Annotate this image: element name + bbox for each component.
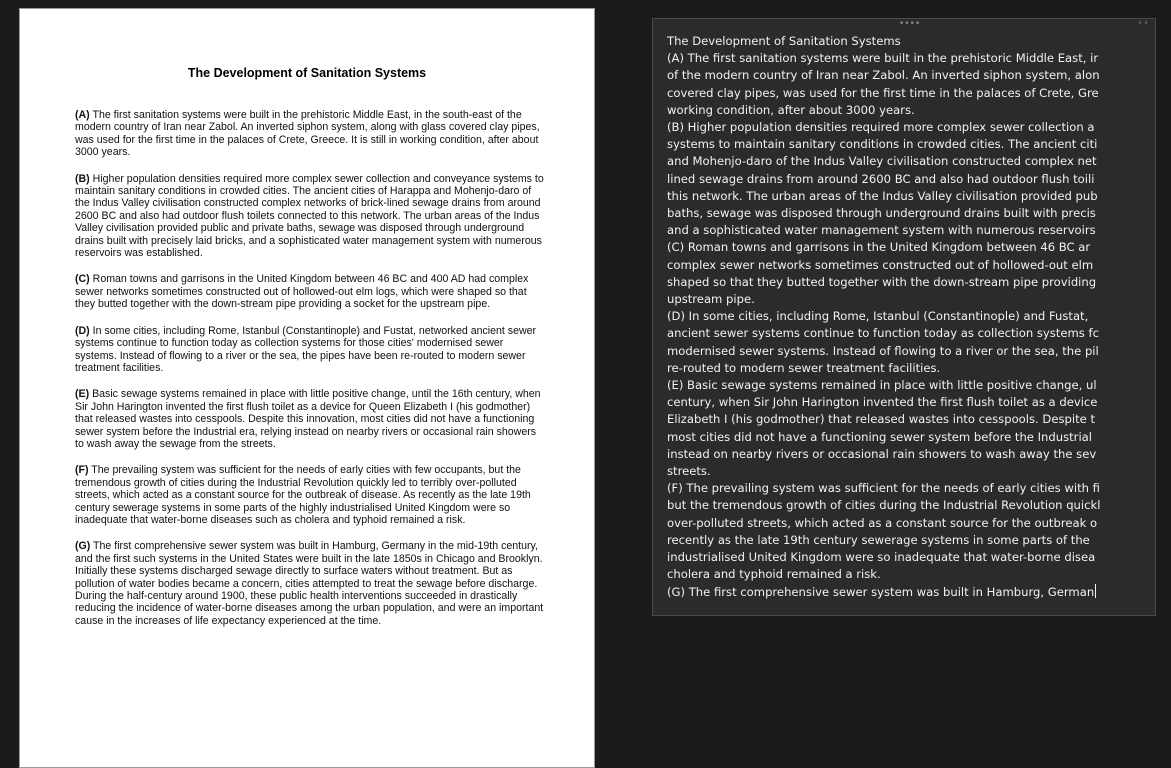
document-paragraph [75,173,545,260]
editor-line-text: recently as the late 19th century sewerage systems in some parts of the [667,532,1090,547]
paragraph-text: The first sanitation systems were built in the prehistoric Middle East, in the south-east of the modern country of Iran near Zabol. An inverted siphon system, along with glass covered clay pipes, was used for the first time in the palaces of Crete, Greece. It is still in working condition, after about 3000 years. [75,109,540,159]
editor-line [667,360,1153,377]
editor-line-text: cholera and typhoid remained a risk. [667,567,881,582]
editor-line [667,463,1153,480]
paragraph-text: The first comprehensive sewer system was built in Hamburg, Germany in the mid-19th century, and the first such systems in the United States were built in the late 1850s in Chicago and Brooklyn. Initially these systems discharged sewage directly to surface waters without treatment. But as pollution of water bodies became a concern, cities attempted to treat the sewage before discharge. During the half-century around 1900, these public health interventions succeeded in drastically reducing the incidence of water-borne diseases among the urban population, and were an important cause in the increases of life expectancy experienced at the time. [75,540,544,627]
editor-line-text: streets. [667,464,711,479]
editor-line-text: over-polluted streets, which acted as a constant source for the outbreak o [667,515,1098,530]
paragraph-label: (G) [75,540,91,553]
editor-drag-handle[interactable] [653,19,1155,31]
drag-handle-icon[interactable]: •••• [899,19,921,29]
paragraph-text: In some cities, including Rome, Istanbul (Constantinople) and Fustat, networked ancient sewer systems continue to function today as collection systems for those cities' modernised sewer systems. Instead of flowing to a river or the sea, the pipes have been re-routed to modern sewer treatment facilities. [75,324,537,374]
editor-line [667,239,1153,256]
text-editor-panel[interactable] [652,18,1156,616]
editor-line-text: (B) Higher population densities required more complex sewer collection a [667,120,1095,135]
editor-line-text: most cities did not have a functioning sewer system before the Industrial [667,429,1092,444]
editor-line [667,222,1153,239]
editor-line-text: systems to maintain sanitary conditions in crowded cities. The ancient citi [667,137,1098,152]
paragraph-label: (E) [75,388,90,401]
editor-line [667,274,1153,291]
editor-line [667,67,1153,84]
document-paragraph [75,325,545,375]
editor-line [667,343,1153,360]
editor-line-text: (A) The first sanitation systems were built in the prehistoric Middle East, ir [667,51,1099,66]
editor-line [667,308,1153,325]
editor-line [667,549,1153,566]
editor-line [667,584,1153,601]
editor-line-text: modernised sewer systems. Instead of flowing to a river or the sea, the pil [667,343,1099,358]
document-paragraph [75,273,545,310]
editor-line-text: complex sewer networks sometimes constructed out of hollowed-out elm [667,257,1094,272]
editor-line [667,446,1153,463]
editor-line-text: (G) The first comprehensive sewer system was built in Hamburg, German [667,584,1095,599]
document-paragraph [75,109,545,159]
editor-line-text: Elizabeth I (his godmother) that released wastes into cesspools. Despite t [667,412,1095,427]
document-title: The Development of Sanitation Systems [187,66,427,80]
editor-line [667,136,1153,153]
editor-line-text: ancient sewer systems continue to function today as collection systems fc [667,326,1099,341]
paragraph-text: The prevailing system was sufficient for the needs of early cities with few occupants, but the tremendous growth of cities during the Industrial Revolution quickly led to terribly over-polluted streets, which acted as a constant source for the outbreak of disease. As recently as the late 19th century sewerage systems in some parts of the highly industrialised United Kingdom were so inadequate that water-borne diseases such as cholera and typhoid remained a risk. [75,464,531,526]
paragraph-label: (C) [75,273,90,286]
editor-line-text: (C) Roman towns and garrisons in the United Kingdom between 46 BC ar [667,240,1091,255]
editor-line [667,119,1153,136]
document-paragraph [75,388,545,450]
paragraph-label: (D) [75,324,90,337]
paragraph-label: (B) [75,172,90,185]
editor-line-text: re-routed to modern sewer treatment facilities. [667,360,941,375]
editor-line [667,153,1153,170]
editor-line [667,480,1153,497]
editor-line [667,171,1153,188]
editor-line [667,411,1153,428]
paragraph-text: Basic sewage systems remained in place with little positive change, until the 16th century, when Sir John Harington invented the first flush toilet as a device for Queen Elizabeth I (his godmother) that released wastes into cesspools. Despite this innovation, most cities did not have a functioning sewer system before the Industrial era, relying instead on nearby rivers or occasional rain showers to wash away the sewage from the streets. [75,388,541,450]
editor-line [667,257,1153,274]
editor-line-text: lined sewage drains from around 2600 BC and also had outdoor flush toili [667,171,1095,186]
editor-line [667,532,1153,549]
editor-line [667,515,1153,532]
document-page [19,8,595,768]
editor-line-text: but the tremendous growth of cities during the Industrial Revolution quickl [667,498,1101,513]
editor-text-area[interactable] [667,33,1153,601]
editor-line-text: baths, sewage was disposed through underground drains built with precis [667,206,1096,221]
document-paragraph [75,464,545,526]
editor-line-text: (E) Basic sewage systems remained in place with little positive change, ul [667,378,1097,393]
editor-line-text: century, when Sir John Harington invented the first flush toilet as a device [667,395,1098,410]
editor-line-text: of the modern country of Iran near Zabol. An inverted siphon system, alon [667,68,1100,83]
paragraph-label: (A) [75,109,90,121]
editor-line-text: this network. The urban areas of the Indus Valley civilisation provided pub [667,188,1098,203]
editor-line-text: (F) The prevailing system was sufficient for the needs of early cities with fi [667,481,1100,496]
editor-line [667,566,1153,583]
editor-line [667,205,1153,222]
editor-line [667,50,1153,67]
editor-line-text: shaped so that they butted together with the down-stream pipe providing [667,274,1097,289]
editor-line [667,394,1153,411]
editor-line [667,497,1153,514]
editor-line-text: instead on nearby rivers or occasional rain showers to wash away the sev [667,446,1097,461]
editor-line [667,429,1153,446]
editor-line [667,102,1153,119]
paragraph-label: (F) [75,464,89,477]
document-paragraph [75,540,545,627]
editor-line-text: (D) In some cities, including Rome, Istanbul (Constantinople) and Fustat, [667,309,1089,324]
editor-line-text: working condition, after about 3000 years. [667,102,915,117]
paragraph-text: Higher population densities required more complex sewer collection and conveyance systems to maintain sanitary conditions in crowded cities. The ancient cities of Harappa and Mohenjo-daro of the Indus Valley civilisation constructed complex networks of brick-lined sewage drains from around 2600 BC and also had outdoor flush toilets connected to this network. The urban areas of the Indus Valley civilisation provided public and private baths, sewage was disposed through underground drains built with precisely laid bricks, and a sophisticated water management system with numerous reservoirs was established. [75,172,544,260]
editor-line [667,188,1153,205]
editor-line-text: industrialised United Kingdom were so inadequate that water-borne disea [667,550,1096,565]
text-caret [1095,584,1096,598]
editor-line-text: covered clay pipes, was used for the first time in the palaces of Crete, Gre [667,85,1099,100]
editor-line [667,33,1153,50]
editor-line-text: The Development of Sanitation Systems [667,34,901,48]
editor-line [667,291,1153,308]
editor-line-text: and Mohenjo-daro of the Indus Valley civilisation constructed complex net [667,154,1097,169]
editor-line-text: upstream pipe. [667,292,755,307]
editor-line [667,377,1153,394]
editor-line [667,325,1153,342]
resize-icon[interactable]: ‹ › [1137,18,1148,28]
editor-line [667,85,1153,102]
document-body [75,109,545,641]
editor-line-text: and a sophisticated water management system with numerous reservoirs [667,223,1096,238]
paragraph-text: Roman towns and garrisons in the United Kingdom between 46 BC and 400 AD had complex sewer networks sometimes constructed out of hollowed-out elm logs, which were shaped so that they butted together with the down-stream pipe providing a socket for the upstream pipe. [75,273,529,311]
